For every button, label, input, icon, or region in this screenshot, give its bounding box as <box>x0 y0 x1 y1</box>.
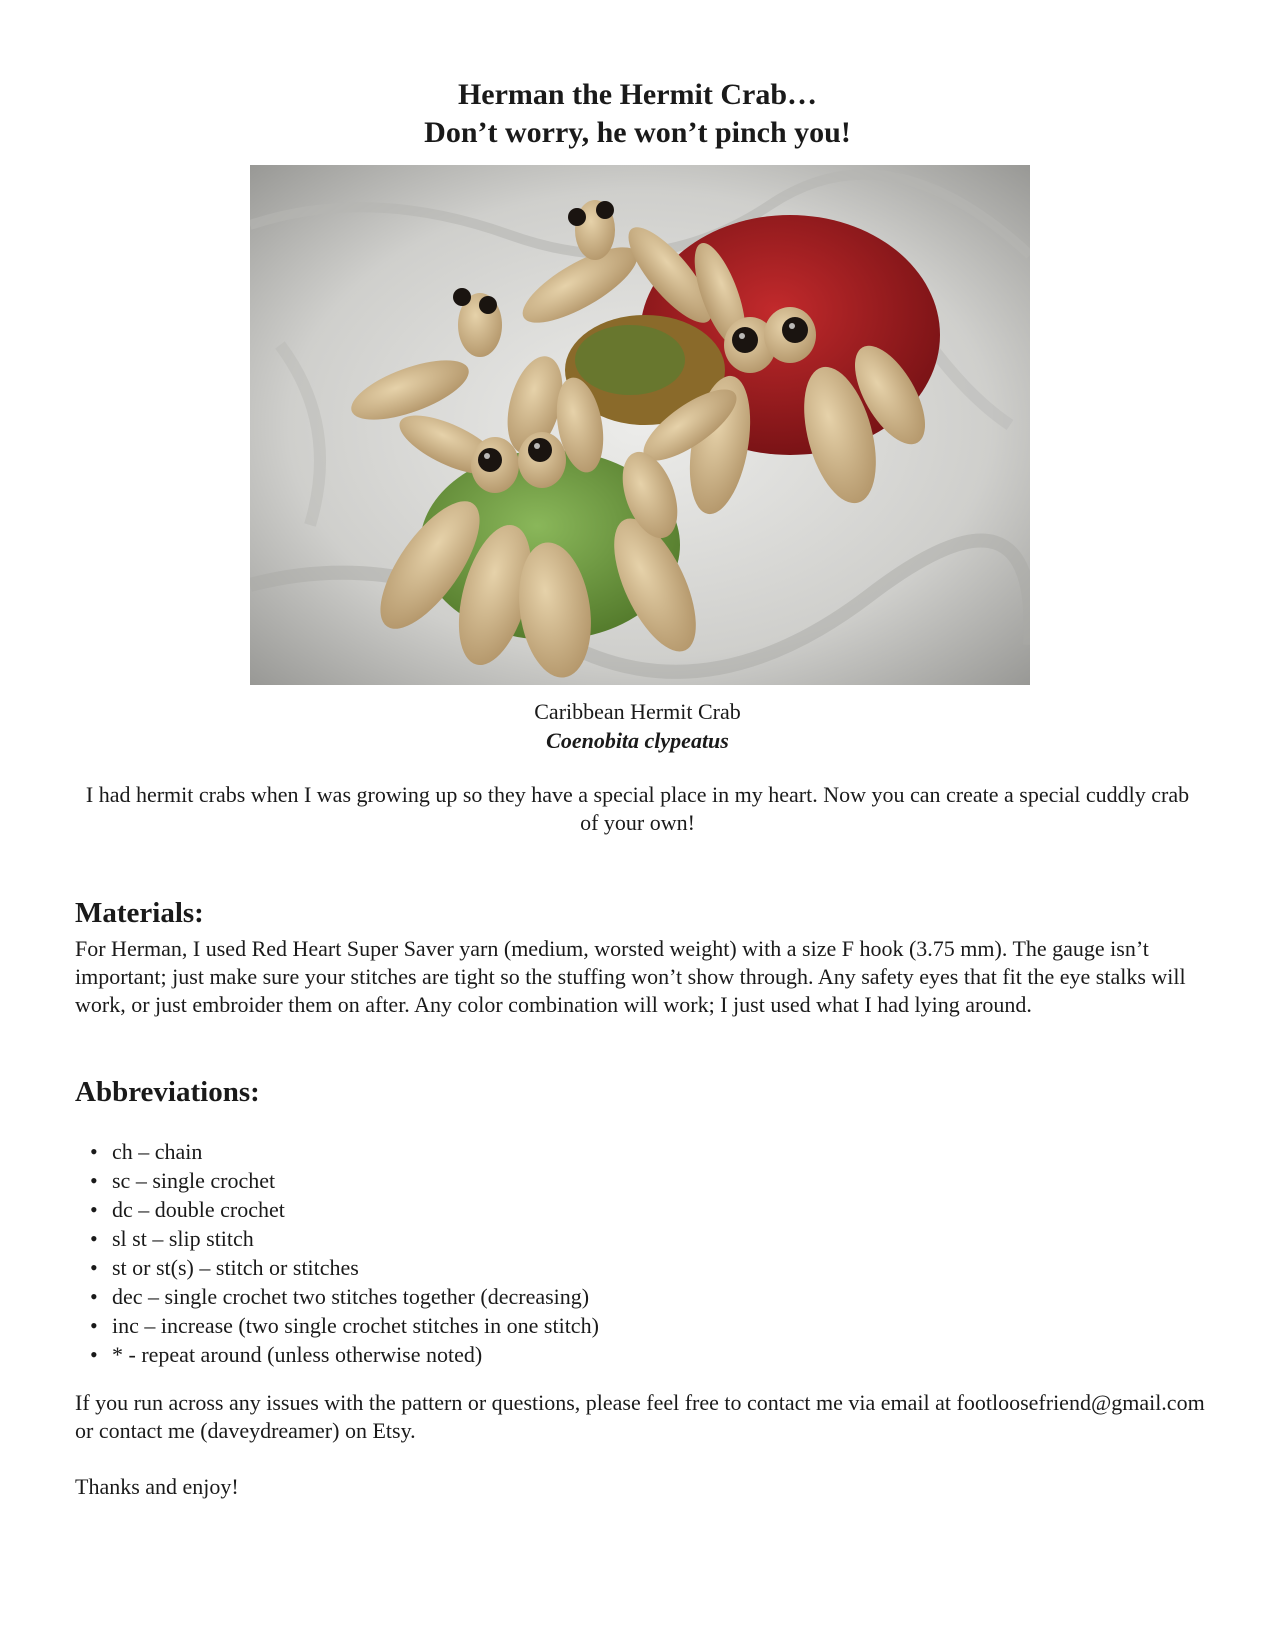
bullet-icon: • <box>90 1313 98 1338</box>
materials-paragraph: For Herman, I used Red Heart Super Saver yarn (medium, worsted weight) with a size F hook (3.75 mm). The gauge isn’t important; just make sure your stitches are tight so the stuffing won’t show through. Any safety eyes that fit the eye stalks will work, or just embroider them on after. Any color combination will work; I just used what I had lying around. <box>75 936 1186 1017</box>
hermit-crab-photo <box>250 165 1030 685</box>
title-line-1: Herman the Hermit Crab… <box>457 78 818 111</box>
caption-common-name: Caribbean Hermit Crab <box>534 699 741 724</box>
list-item: • dc – double crochet <box>90 1197 285 1222</box>
list-item: • ch – chain <box>90 1139 203 1164</box>
bullet-icon: • <box>90 1226 98 1251</box>
contact-paragraph: If you run across any issues with the pattern or questions, please feel free to contact me via email at footloosefriend@gmail.com or contact me (daveydreamer) on Etsy. <box>75 1390 1205 1443</box>
bullet-icon: • <box>90 1342 98 1367</box>
list-item: • * - repeat around (unless otherwise noted) <box>90 1342 483 1367</box>
abbreviations-list <box>75 1137 599 1369</box>
bullet-icon: • <box>90 1197 98 1222</box>
list-item: • st or st(s) – stitch or stitches <box>90 1255 359 1280</box>
bullet-icon: • <box>90 1284 98 1309</box>
materials-heading: Materials: <box>75 897 204 929</box>
list-item: • sl st – slip stitch <box>90 1226 254 1251</box>
photo-caption <box>0 697 1275 755</box>
bullet-icon: • <box>90 1168 98 1193</box>
crochet-crabs-illustration <box>250 165 1030 685</box>
bullet-icon: • <box>90 1139 98 1164</box>
list-item: • inc – increase (two single crochet stitches in one stitch) <box>90 1313 599 1338</box>
intro-paragraph: I had hermit crabs when I was growing up so they have a special place in my heart. Now you can create a special cuddly crab of your own! <box>85 782 1190 835</box>
closing-line: Thanks and enjoy! <box>75 1474 239 1499</box>
caption-scientific-name: Coenobita clypeatus <box>546 728 729 753</box>
bullet-icon: • <box>90 1255 98 1280</box>
abbreviations-heading: Abbreviations: <box>75 1076 260 1108</box>
list-item: • sc – single crochet <box>90 1168 276 1193</box>
title-line-2: Don’t worry, he won’t pinch you! <box>424 116 851 149</box>
page-title <box>0 76 1275 152</box>
list-item: • dec – single crochet two stitches together (decreasing) <box>90 1284 590 1309</box>
